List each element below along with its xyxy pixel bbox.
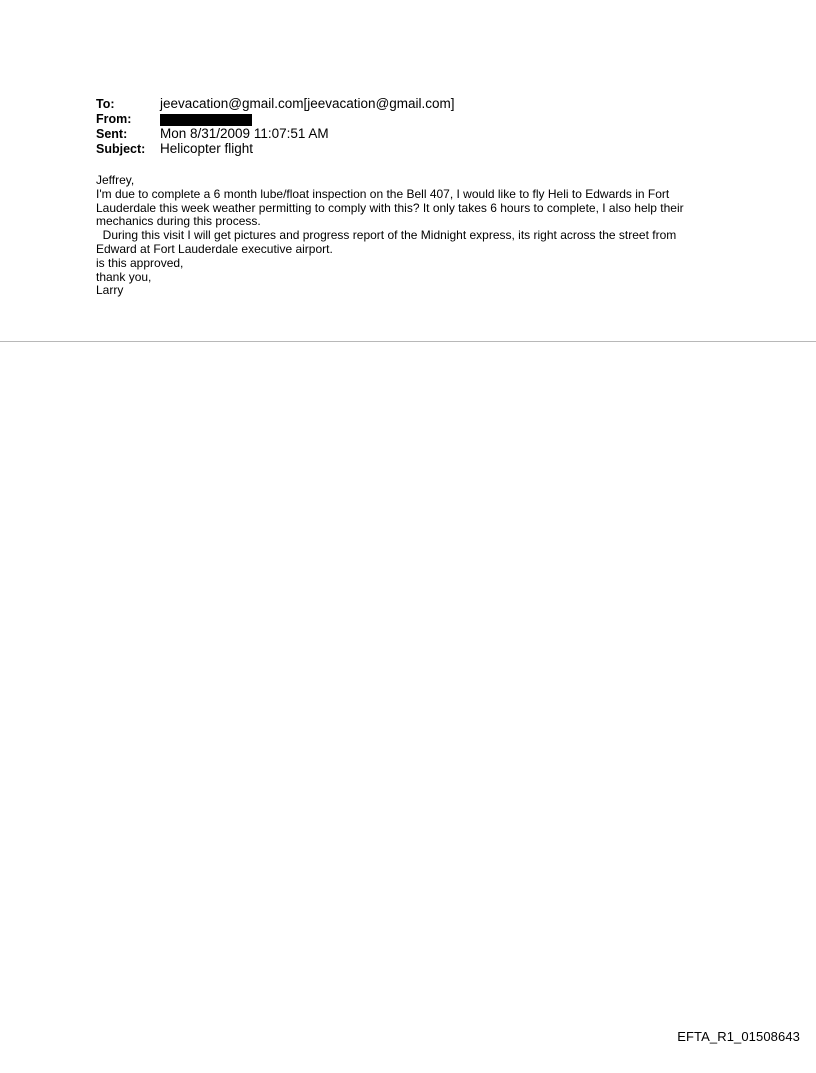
subject-value: Helicopter flight: [160, 141, 254, 156]
subject-label: Subject:: [96, 142, 146, 156]
to-row: [96, 96, 776, 111]
sent-row: [96, 126, 776, 141]
body-line: mechanics during this process.: [96, 214, 261, 229]
body-line: I'm due to complete a 6 month lube/float inspection on the Bell 407, I would like to fly Heli to Edwards in Fort: [96, 186, 670, 201]
body-line: thank you,: [96, 269, 152, 284]
from-value: [160, 111, 252, 126]
body-line: Lauderdale this week weather permitting to comply with this? It only takes 6 hours to complete, I also help their: [96, 200, 684, 215]
email-body: [96, 174, 736, 298]
from-label: From:: [96, 112, 132, 126]
page-divider: [0, 341, 816, 342]
body-line: is this approved,: [96, 255, 184, 270]
to-value: jeevacation@gmail.com[jeevacation@gmail.com]: [160, 96, 455, 111]
body-line: Jeffrey,: [96, 173, 135, 187]
redaction-block: [160, 114, 252, 126]
sent-value: Mon 8/31/2009 11:07:51 AM: [160, 126, 329, 141]
sent-label: Sent:: [96, 127, 128, 141]
to-label: To:: [96, 97, 115, 111]
bates-number: EFTA_R1_01508643: [677, 1029, 800, 1044]
body-line: Edward at Fort Lauderdale executive airport.: [96, 241, 333, 256]
from-row: [96, 111, 776, 126]
body-line: Larry: [96, 283, 124, 298]
body-line: During this visit I will get pictures and progress report of the Midnight express, its right across the street from: [96, 228, 677, 243]
email-header: [96, 96, 776, 156]
subject-row: [96, 141, 776, 156]
